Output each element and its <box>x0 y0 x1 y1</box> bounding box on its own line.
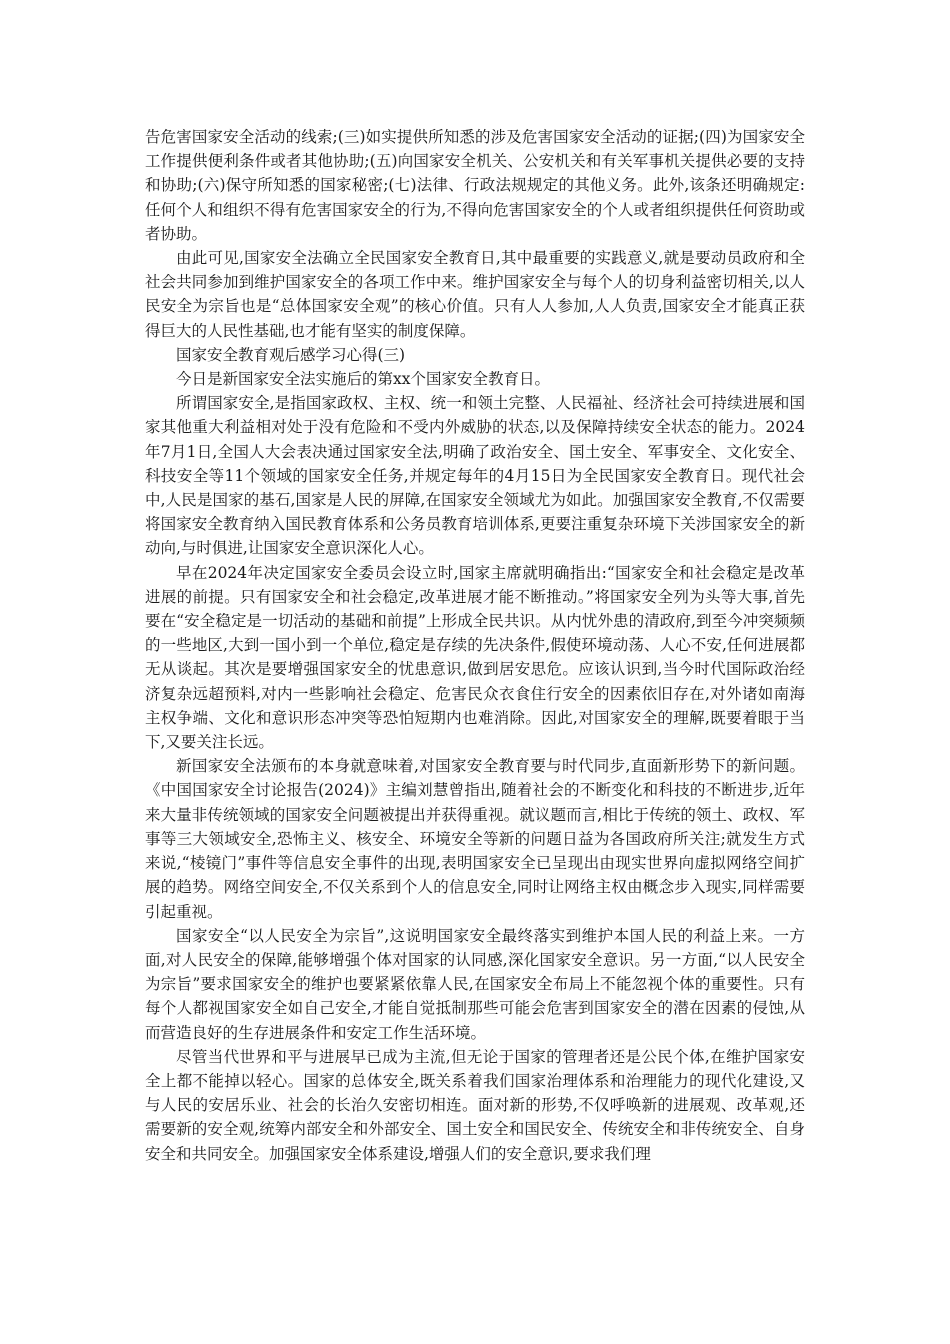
paragraph: 早在2024年决定国家安全委员会设立时,国家主席就明确指出:“国家安全和社会稳定是改革进展的前提。只有国家安全和社会稳定,改革进展才能不断推动。”将国家安全列为头等大事,首先要在“安全稳定是一切活动的基础和前提”上形成全民共识。从内忧外患的清政府,到至今冲突频频的一些地区,大到一国小到一个单位,稳定是存续的先决条件,假使环境动荡、人心不安,任何进展都无从谈起。其次是要增强国家安全的忧患意识,做到居安思危。应该认识到,当今时代国际政治经济复杂远超预料,对内一些影响社会稳定、危害民众衣食住行安全的因素依旧存在,对外诸如南海主权争端、文化和意识形态冲突等恐怕短期内也难消除。因此,对国家安全的理解,既要着眼于当下,又要关注长远。 <box>145 563 805 752</box>
paragraph: 新国家安全法颁布的本身就意味着,对国家安全教育要与时代同步,直面新形势下的新问题。《中国国家安全讨论报告(2024)》主编刘慧曾指出,随着社会的不断变化和科技的不断进步,近年来大量非传统领域的国家安全问题被提出并获得重视。就议题而言,相比于传统的领土、政权、军事等三大领域安全,恐怖主义、核安全、环境安全等新的问题日益为各国政府所关注;就发生方式来说,“棱镜门”事件等信息安全事件的出现,表明国家安全已呈现出由现实世界向虚拟网络空间扩展的趋势。网络空间安全,不仅关系到个人的信息安全,同时让网络主权由概念步入现实,同样需要引起重视。 <box>145 757 805 921</box>
document-body <box>145 125 805 1166</box>
paragraph: 所谓国家安全,是指国家政权、主权、统一和领土完整、人民福祉、经济社会可持续进展和国家其他重大利益相对处于没有危险和不受内外威胁的状态,以及保障持续安全状态的能力。2024年7月1日,全国人大会表决通过国家安全法,明确了政治安全、国土安全、军事安全、文化安全、科技安全等11个领域的国家安全任务,并规定每年的4月15日为全民国家安全教育日。现代社会中,人民是国家的基石,国家是人民的屏障,在国家安全领域尤为如此。加强国家安全教育,不仅需要将国家安全教育纳入国民教育体系和公务员教育培训体系,更要注重复杂环境下关涉国家安全的新动向,与时俱进,让国家安全意识深化人心。 <box>145 394 805 558</box>
paragraph: 尽管当代世界和平与进展早已成为主流,但无论于国家的管理者还是公民个体,在维护国家安全上都不能掉以轻心。国家的总体安全,既关系着我们国家治理体系和治理能力的现代化建设,又与人民的安居乐业、社会的长治久安密切相连。面对新的形势,不仅呼唤新的进展观、改革观,还需要新的安全观,统筹内部安全和外部安全、国土安全和国民安全、传统安全和非传统安全、自身安全和共同安全。加强国家安全体系建设,增强人们的安全意识,要求我们理 <box>145 1047 805 1163</box>
paragraph-continued: 告危害国家安全活动的线索;(三)如实提供所知悉的涉及危害国家安全活动的证据;(四)为国家安全工作提供便利条件或者其他协助;(五)向国家安全机关、公安机关和有关军事机关提供必要的支持和协助;(六)保守所知悉的国家秘密;(七)法律、行政法规规定的其他义务。此外,该条还明确规定:任何个人和组织不得有危害国家安全的行为,不得向危害国家安全的个人或者组织提供任何资助或者协助。 <box>145 128 805 243</box>
paragraph: 国家安全“以人民安全为宗旨”,这说明国家安全最终落实到维护本国人民的利益上来。一方面,对人民安全的保障,能够增强个体对国家的认同感,深化国家安全意识。另一方面,“以人民安全为宗旨”要求国家安全的维护也要紧紧依靠人民,在国家安全布局上不能忽视个体的重要性。只有每个人都视国家安全如自己安全,才能自觉抵制那些可能会危害到国家安全的潜在因素的侵蚀,从而营造良好的生存进展条件和安定工作生活环境。 <box>145 926 805 1042</box>
paragraph: 由此可见,国家安全法确立全民国家安全教育日,其中最重要的实践意义,就是要动员政府和全社会共同参加到维护国家安全的各项工作中来。维护国家安全与每个人的切身利益密切相关,以人民安全为宗旨也是“总体国家安全观”的核心价值。只有人人参加,人人负责,国家安全才能真正获得巨大的人民性基础,也才能有坚实的制度保障。 <box>145 249 805 340</box>
paragraph: 今日是新国家安全法实施后的第xx个国家安全教育日。 <box>176 370 550 389</box>
section-heading: 国家安全教育观后感学习心得(三) <box>176 345 406 364</box>
